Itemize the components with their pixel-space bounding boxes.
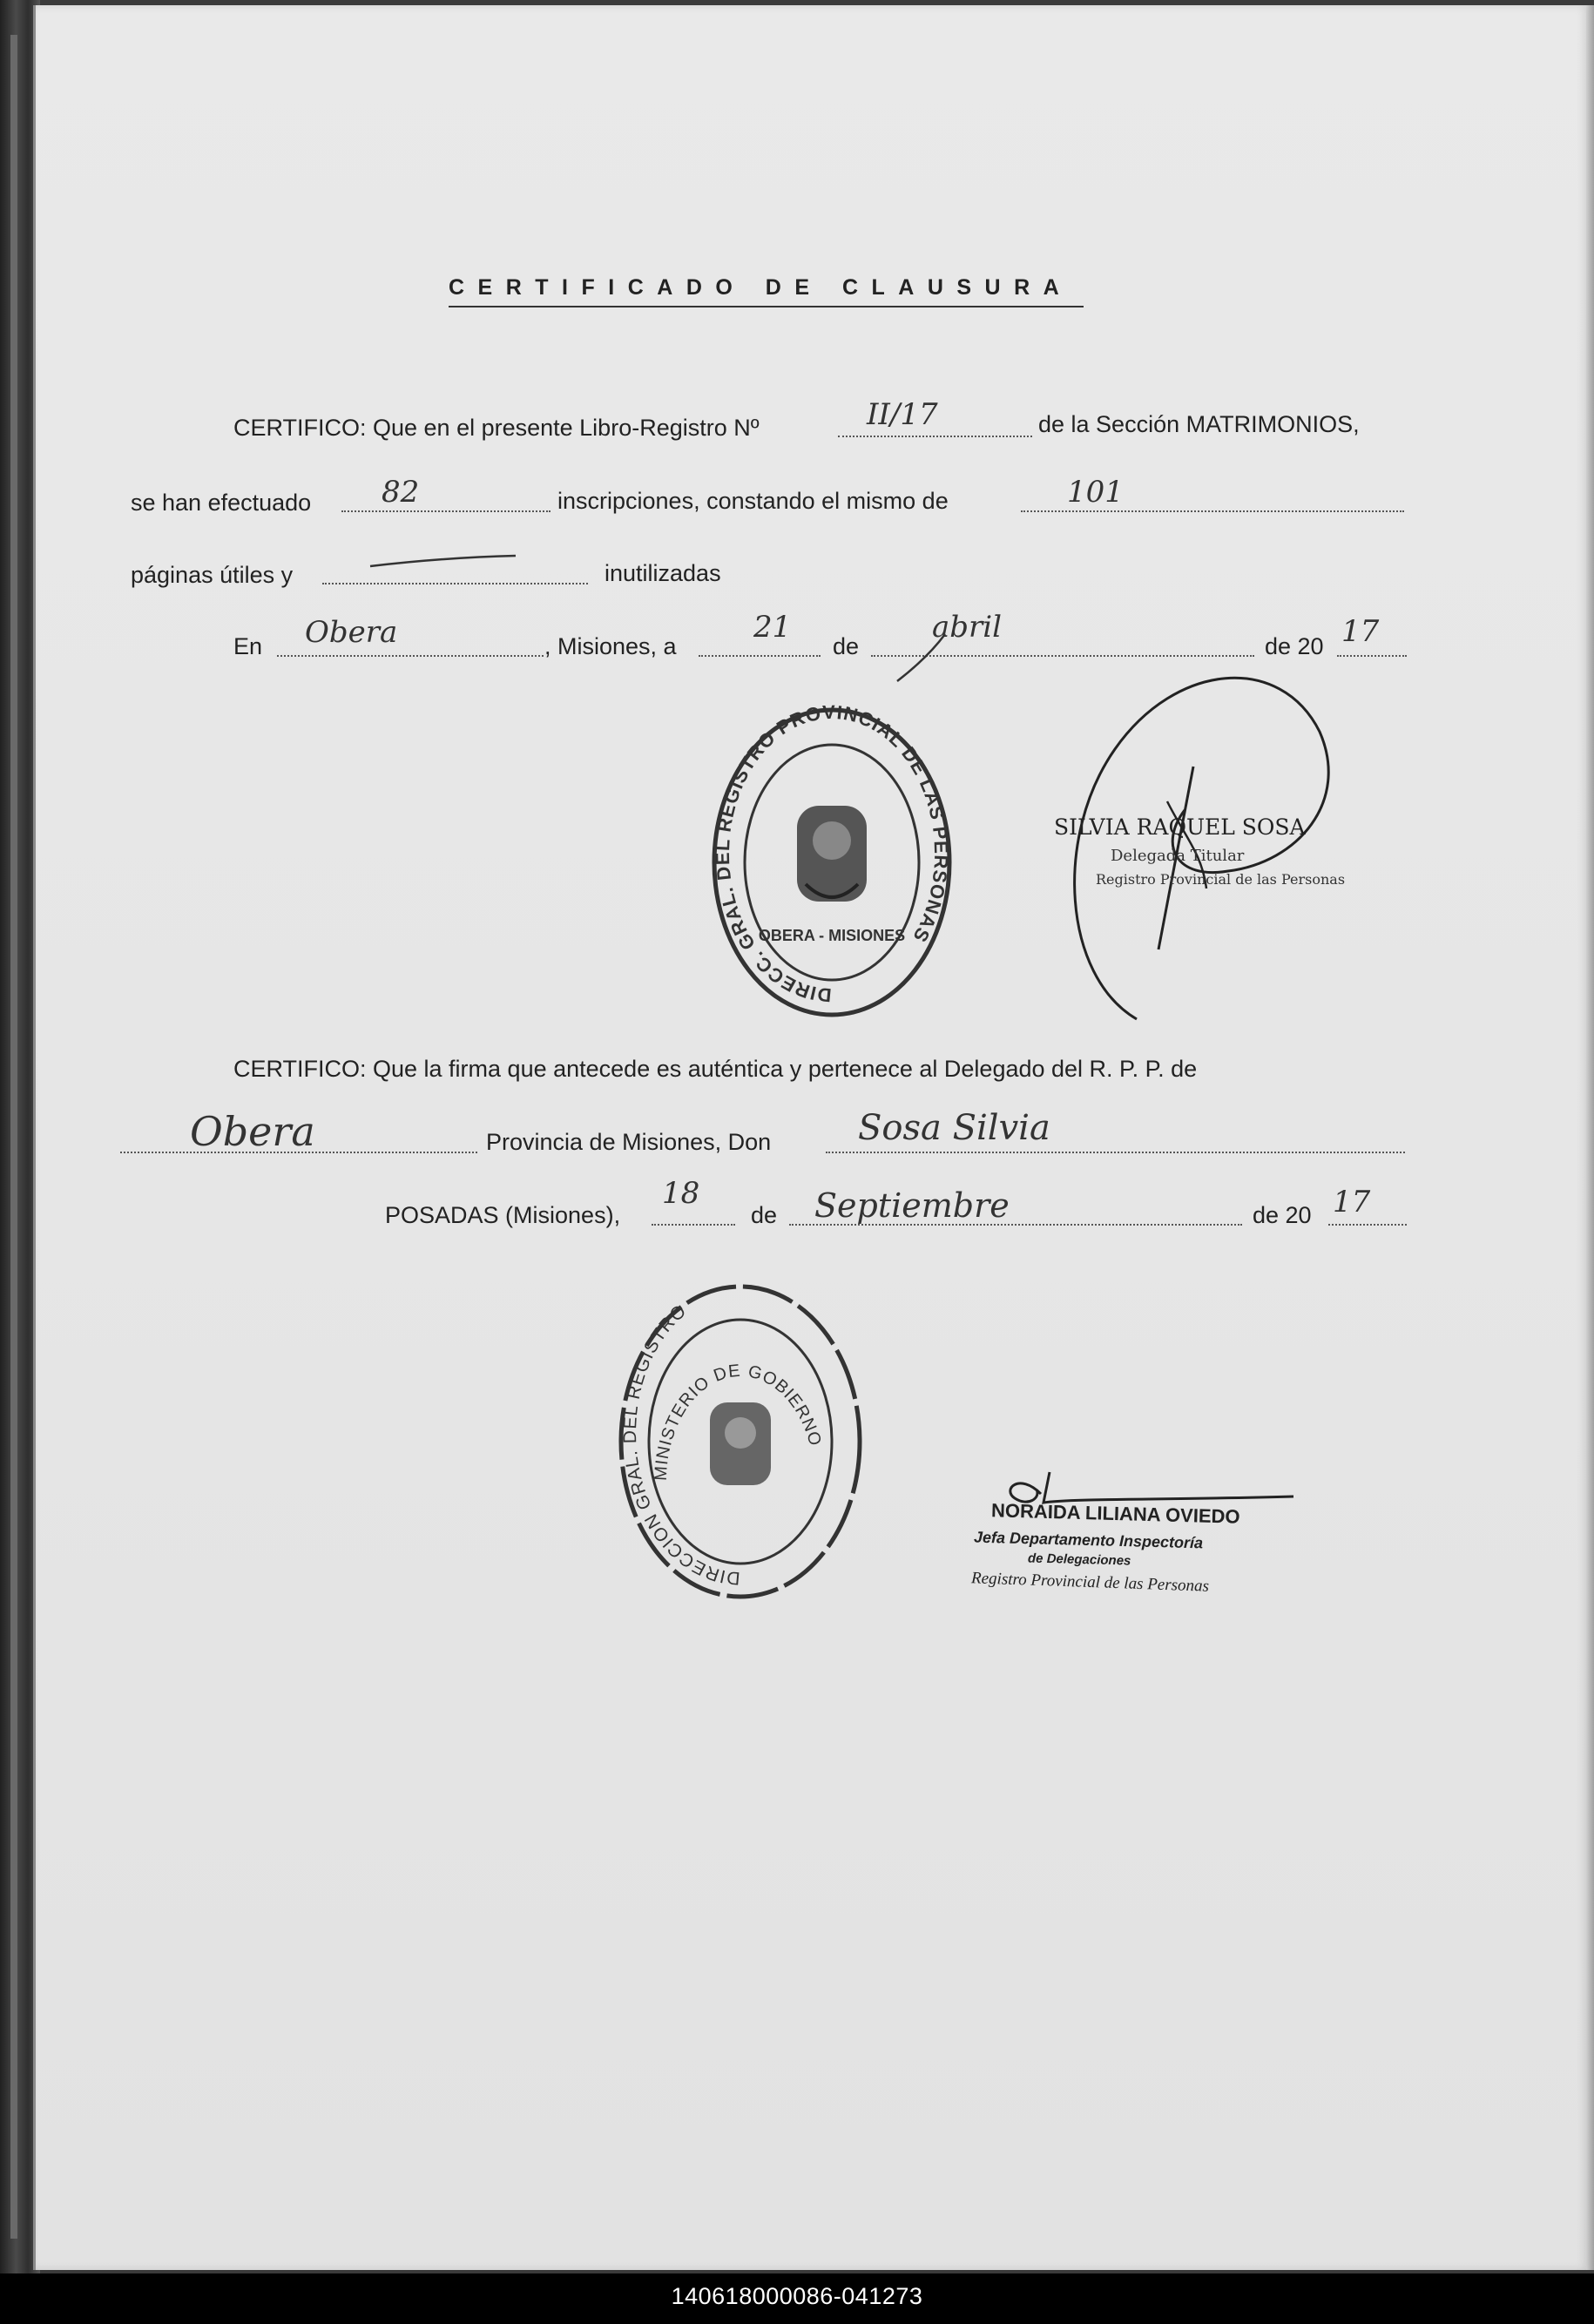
signature2-role-line2: de Delegaciones — [1027, 1550, 1131, 1569]
dots — [699, 653, 821, 657]
cert2-place-handwritten: Obera — [190, 1108, 315, 1155]
dots — [1337, 653, 1407, 657]
month-flourish — [893, 627, 962, 688]
document-id: 140618000086-041273 — [671, 2283, 923, 2309]
cert2-year-handwritten: 17 — [1333, 1185, 1371, 1219]
stamp-ministerio-gobierno — [614, 1280, 867, 1603]
dots — [1328, 1222, 1407, 1226]
binding-spine — [10, 35, 17, 2239]
cert1-line3-prefix: páginas útiles y — [131, 562, 294, 588]
pages-handwritten: 101 — [1067, 475, 1124, 510]
cert2-line3-year-prefix: de 20 — [1253, 1202, 1312, 1228]
signature1-name: SILVIA RAQUEL SOSA — [1054, 814, 1306, 840]
cert2-line1: CERTIFICO: Que la firma que antecede es auténtica y pertenece al Delegado del R. P. P. de — [233, 1056, 1198, 1082]
cert2-line3-de: de — [751, 1202, 778, 1228]
cert2-line3-prefix: POSADAS (Misiones), — [385, 1202, 621, 1228]
day-handwritten: 21 — [753, 610, 792, 645]
document-title: CERTIFICADO DE CLAUSURA — [449, 275, 1084, 307]
month-handwritten: abril — [932, 610, 1003, 645]
dots — [341, 509, 550, 512]
cert2-line2-middle: Provincia de Misiones, Don — [486, 1129, 772, 1155]
stamp-registro-obera — [710, 701, 954, 1024]
stamp1-outer-text: DIRECC. GRAL. DEL REGISTRO PROVINCIAL DE LAS PERSONAS — [711, 700, 953, 1007]
signature1-role: Delegada Titular — [1111, 847, 1245, 865]
stamp2-outer-text: DIRECCION GRAL. DEL REGISTRO — [619, 1300, 741, 1589]
cert1-line4-year-prefix: de 20 — [1265, 633, 1324, 659]
cert2-month-handwritten: Septiembre — [814, 1186, 1010, 1225]
signature2-org: Registro Provincial de las Personas — [970, 1569, 1210, 1596]
cert1-line2-middle: inscripciones, constando el mismo de — [557, 488, 949, 514]
signature2-name: NORAIDA LILIANA OVIEDO — [990, 1499, 1240, 1528]
place-handwritten: Obera — [305, 615, 398, 650]
signature1-scribble — [1054, 662, 1341, 1028]
dash-handwritten — [366, 547, 523, 573]
cert1-line4-de: de — [833, 633, 860, 659]
dots — [826, 1150, 1405, 1153]
dots — [322, 581, 588, 584]
cert2-day-handwritten: 18 — [662, 1176, 700, 1211]
signature1-org: Registro Provincial de las Personas — [1096, 871, 1346, 888]
cert1-line3-suffix: inutilizadas — [605, 560, 721, 586]
cert1-line4-misiones: , Misiones, a — [544, 633, 677, 659]
cert2-person-handwritten: Sosa Silvia — [858, 1108, 1050, 1148]
page-edge — [1586, 5, 1594, 2270]
stamp2-inner-text: MINISTERIO DE GOBIERNO — [651, 1361, 826, 1482]
dots — [838, 434, 1032, 437]
cert1-line4-en: En — [233, 633, 263, 659]
cert1-line1-prefix: CERTIFICO: Que en el presente Libro-Registro Nº — [233, 415, 760, 441]
signature2-role-line1: Jefa Departamento Inspectoría — [973, 1528, 1204, 1552]
dots — [277, 653, 544, 657]
dots — [652, 1222, 735, 1226]
cert1-line2-prefix: se han efectuado — [131, 490, 312, 516]
stamp1-inner-text: OBERA - MISIONES — [758, 927, 906, 944]
inscriptions-handwritten: 82 — [382, 475, 420, 510]
book-number-handwritten: II/17 — [867, 397, 938, 432]
year-handwritten: 17 — [1341, 614, 1380, 649]
cert1-line1-suffix: de la Sección MATRIMONIOS, — [1038, 411, 1360, 437]
